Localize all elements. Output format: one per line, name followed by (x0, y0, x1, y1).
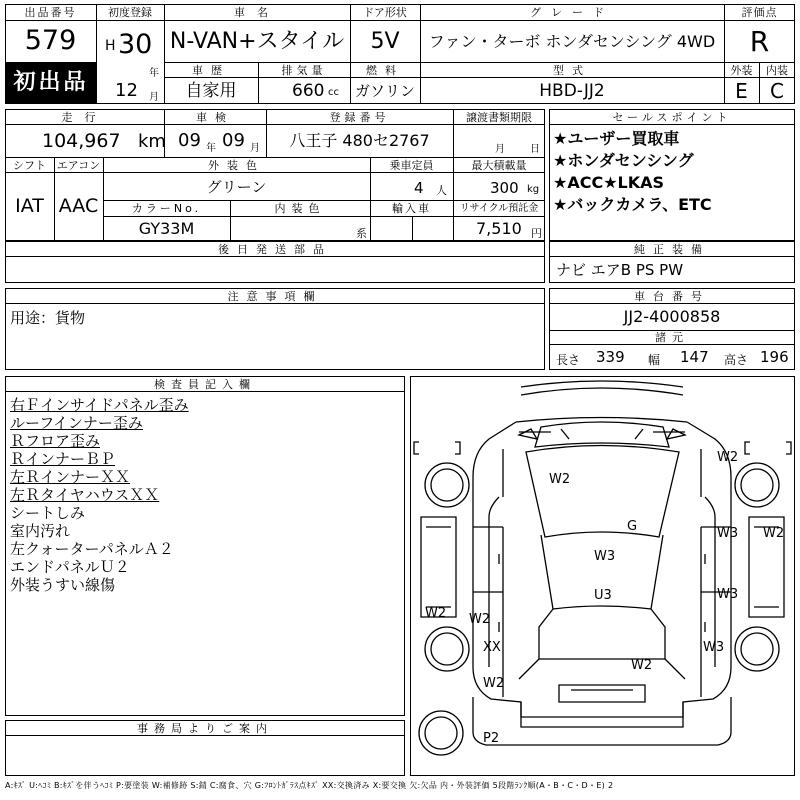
equipment-value: ナビ エアB PS PW (556, 261, 684, 279)
damage-mark: W2 (631, 658, 653, 673)
car-name-label: 車名 (234, 6, 280, 19)
fuel: ガソリン (354, 82, 415, 100)
height-value: 196 (760, 348, 789, 366)
plate-number: 八王子 480セ2767 (289, 131, 430, 150)
insp-year-unit: 年 (206, 143, 216, 154)
damage-mark: XX (483, 640, 501, 655)
chassis-label: 車台番号 (634, 290, 710, 303)
exterior-grade: E (735, 79, 748, 103)
inspection-label: 車検 (196, 111, 234, 124)
inspector-line: Ｒフロア歪み (10, 432, 101, 450)
displacement-label: 排気量 (281, 64, 327, 77)
transfer-label: 譲渡書類期限 (466, 111, 532, 124)
interior-label: 内装 (766, 64, 788, 77)
history: 自家用 (185, 81, 237, 101)
shift: IAT (15, 195, 44, 217)
inspector-line: シートしみ (10, 504, 86, 522)
displacement-unit: cc (328, 87, 339, 98)
recycle-fee: 7,510 (476, 219, 522, 238)
dims-label: 諸元 (655, 331, 689, 344)
int-color-label: 内装色 (274, 202, 326, 215)
capacity-unit: 人 (436, 184, 447, 197)
sales-point-item: ★バックカメラ、ETC (553, 195, 712, 214)
model-label: 型式 (553, 64, 591, 77)
mileage-unit: km (138, 131, 166, 152)
import-label: 輸入車 (392, 202, 431, 215)
fuel-label: 燃料 (366, 64, 404, 77)
car-outline (411, 377, 794, 775)
sales-point-item: ★ACC★LKAS (553, 173, 665, 192)
recycle-unit: 円 (531, 227, 542, 240)
sales-point-item: ★ユーザー買取車 (553, 129, 680, 148)
era: H (105, 38, 116, 54)
width-value: 147 (680, 348, 709, 366)
insp-year: 09 (178, 130, 201, 151)
lot-number: 579 (24, 25, 77, 56)
grade-label: グレード (530, 6, 614, 19)
first-listing-badge (6, 63, 96, 103)
damage-mark: P2 (483, 731, 500, 746)
history-label: 車歴 (192, 64, 230, 77)
transfer-day-unit: 日 (530, 144, 540, 155)
damage-mark: W3 (703, 640, 725, 655)
notes-label: 注意事項欄 (227, 290, 323, 303)
parts-label: 後日発送部品 (218, 243, 332, 256)
rating-label: 評価点 (741, 6, 778, 19)
ac-label: エアコン (56, 159, 101, 172)
office-label: 事務局よりご案内 (137, 722, 273, 735)
displacement: 660 (292, 81, 325, 101)
inspector-label: 検査員記入欄 (154, 378, 256, 391)
damage-mark: W2 (469, 612, 491, 627)
damage-mark: W3 (594, 549, 616, 564)
rating: R (749, 25, 770, 58)
inspector-line: 左クォーターパネルＡ２ (10, 540, 174, 558)
sales-points-list (553, 128, 793, 216)
color-no-label: カラーNo. (131, 202, 202, 215)
color-no: GY33M (138, 219, 195, 238)
first-reg-label: 初度登録 (108, 6, 152, 19)
insp-month-unit: 月 (250, 143, 260, 154)
max-load: 300 (490, 179, 519, 197)
load-label: 最大積載量 (471, 159, 527, 172)
model: HBD-JJ2 (539, 81, 605, 101)
inspector-line: 左ＲタイヤハウスＸＸ (10, 486, 160, 504)
capacity: 4 (414, 179, 424, 197)
damage-mark: W2 (425, 606, 447, 621)
ac: AAC (58, 195, 99, 217)
inspector-line: ルーフインナー歪み (10, 414, 143, 432)
int-color-unit: 系 (356, 227, 367, 240)
length-label: 長さ (556, 353, 581, 367)
transfer-month-unit: 月 (495, 144, 505, 155)
chassis-number: JJ2-4000858 (623, 307, 721, 326)
color: グリーン (206, 178, 267, 196)
inspector-notes (10, 396, 400, 594)
lot-no-label: 出品番号 (24, 6, 77, 19)
damage-mark: W2 (549, 472, 571, 487)
car-name: N-VAN+スタイル (169, 29, 345, 54)
insp-month: 09 (222, 130, 245, 151)
equipment-label: 純正装備 (634, 243, 710, 256)
sales-point-item: ★ホンダセンシング (553, 151, 694, 170)
mileage: 104,967 (42, 130, 121, 152)
month-unit: 月 (149, 92, 159, 103)
inspector-line: 右Ｆインサイドパネル歪み (10, 396, 189, 414)
inspector-line: 室内汚れ (10, 522, 71, 540)
inspector-line: エンドパネルＵ２ (10, 558, 130, 576)
year-unit: 年 (149, 68, 159, 79)
damage-mark: W2 (483, 676, 505, 691)
damage-mark: W3 (717, 526, 739, 541)
shift-label: シフト (13, 159, 46, 172)
mileage-label: 走行 (61, 111, 108, 124)
width-label: 幅 (648, 353, 661, 367)
inspector-line: 外装うすい線傷 (10, 576, 116, 594)
plate-label: 登録番号 (329, 111, 390, 124)
capacity-label: 乗車定員 (389, 159, 434, 172)
damage-mark: W2 (717, 450, 739, 465)
grade: ファン・ターボ ホンダセンシング 4WD (428, 32, 716, 51)
notes-value: 用途：貨物 (10, 309, 86, 327)
damage-diagram (410, 376, 795, 776)
sales-points-label: セールスポイント (612, 111, 732, 124)
exterior-label: 外装 (730, 64, 753, 77)
recycle-label: リサイクル預託金 (459, 203, 539, 214)
damage-mark: W2 (763, 526, 785, 541)
door-type: 5V (370, 29, 400, 54)
color-label: 外装色 (208, 159, 265, 172)
reg-month: 12 (115, 80, 138, 101)
length-value: 339 (596, 348, 625, 366)
reg-year: 30 (118, 29, 153, 60)
door-label: ドア形状 (363, 6, 407, 19)
first-listing-text: 初出品 (13, 70, 89, 95)
load-unit: kg (527, 184, 540, 195)
damage-mark: G (627, 519, 638, 534)
height-label: 高さ (724, 353, 749, 367)
damage-mark: U3 (594, 588, 612, 603)
inspector-line: ＲインナーＢＰ (10, 450, 116, 468)
interior-grade: C (770, 79, 784, 103)
inspector-line: 左ＲインナーＸＸ (10, 468, 131, 486)
damage-mark: W3 (717, 587, 739, 602)
legend-text: A:ｷｽﾞ U:ﾍｺﾐ B:ｷｽﾞを伴うﾍｺﾐ P:要塗装 W:補修跡 S:錆 C:腐食、穴 G:ﾌﾛﾝﾄｶﾞﾗｽ点ｷｽﾞ XX:交換済み X:要交換 欠:欠品 内・外装評価 5段階ﾗﾝｸ順(A・B・C・D・E) 2 (5, 781, 614, 790)
